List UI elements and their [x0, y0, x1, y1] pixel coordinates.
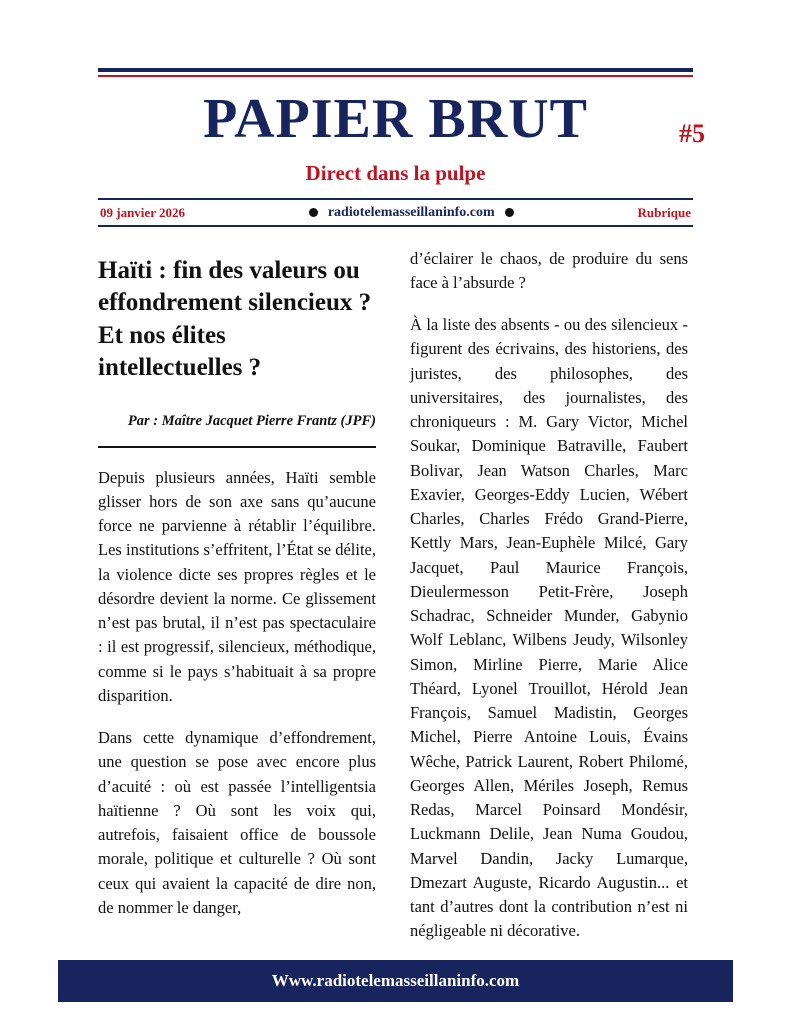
masthead-top-rule — [98, 68, 693, 72]
bullet-dot-icon — [309, 208, 318, 217]
column-left — [98, 247, 376, 978]
footer-bar[interactable] — [58, 960, 733, 1002]
publication-date: 09 janvier 2026 — [100, 204, 185, 220]
bullet-dot-icon — [505, 208, 514, 217]
paragraph: Depuis plusieurs années, Haïti semble glisser hors de son axe sans qu’aucune force ne parvienne à rétablir l’équilibre. Les institutions s’effritent, l’État se délite, la violence dicte ses propres règles et le désordre devient la norme. Ce glissement n’est pas brutal, il n’est pas spectaculaire : il est progressif, silencieux, méthodique, comme si le pays s’habituait à sa propre disparition. — [98, 467, 376, 705]
website-label: radiotelemasseillaninfo.com — [327, 204, 495, 220]
website-link[interactable] — [309, 205, 514, 221]
issue-number: #5 — [679, 118, 705, 148]
article-byline: Par : Maître Jacquet Pierre Frantz (JPF) — [127, 412, 376, 429]
footer-url: Www.radiotelemasseillaninfo.com — [271, 971, 520, 990]
infobar — [98, 200, 693, 225]
section-label: Rubrique — [637, 204, 691, 220]
paragraph: À la liste des absents - ou des silencieux - figurent des écrivains, des historiens, des juristes, des philosophes, des universitaires, des journalistes, des chroniqueurs : M. Gary Victor, Michel Soukar, Dominique Batraville, Faubert Bolivar, Jean Watson Charles, Marc Exavier, Georges-Eddy Lucien, Wébert Charles, Charles Frédo Grand-Pierre, Kettly Mars, Jean-Euphèle Milcé, Gary Jacquet, Paul Maurice François, Dieulermesson Petit-Frère, Joseph Schadrac, Schneider Munder, Gabynio Wolf Leblanc, Wilbens Jeudy, Wilsonley Simon, Mirline Pierre, Marie Alice Théard, Lyonel Trouillot, Hérold Jean François, Samuel Madistin, Georges Michel, Pierre Antoine Louis, Évains Wêche, Patrick Laurent, Robert Philomé, Georges Allen, Mériles Joseph, Remus Redas, Marcel Poinsard Mondésir, Luckmann Delile, Jean Numa Goudou, Marvel Dandin, Jacky Lumarque, Dmezart Auguste, Ricardo Augustin... et tant d’autres dont la contribution n’est ni négligeable ni décorative. — [410, 315, 688, 941]
paragraph: d’éclairer le chaos, de produire du sens face à l’absurde ? — [410, 248, 688, 292]
title-row — [98, 88, 705, 151]
article-headline: Haïti : fin des valeurs ou effondrement silencieux ? Et nos élites intellectuelles ? — [98, 256, 372, 382]
paper-subtitle: Direct dans la pulpe — [305, 160, 486, 185]
paper-title: PAPIER BRUT — [203, 88, 588, 150]
byline-divider — [98, 446, 376, 448]
column-right — [410, 247, 688, 978]
article-body — [98, 227, 693, 978]
paragraph: Dans cette dynamique d’effondrement, une question se pose avec encore plus d’acuité : où est passée l’intelligentsia haïtienne ? Où sont les voix qui, autrefois, faisaient office de boussole morale, politique et culturelle ? Où sont ceux qui avaient la capacité de dire non, de nommer le danger, — [98, 728, 376, 917]
masthead — [98, 0, 705, 227]
masthead-top-rule-red — [98, 75, 693, 77]
